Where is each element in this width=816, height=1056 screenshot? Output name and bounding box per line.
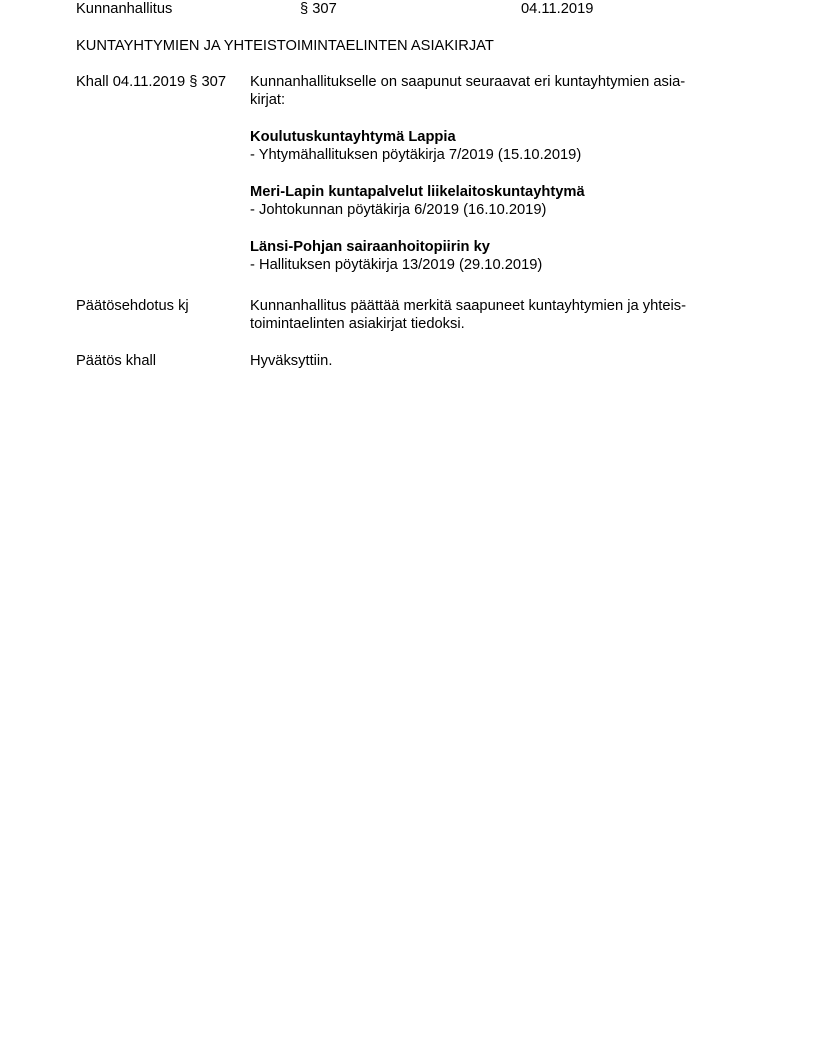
header-date: 04.11.2019 bbox=[521, 1, 594, 17]
organization-name: Meri-Lapin kuntapalvelut liikelaitoskuntayhtymä bbox=[250, 184, 585, 200]
header-board: Kunnanhallitus bbox=[76, 1, 173, 17]
proposal-text-line-2: toimintaelinten asiakirjat tiedoksi. bbox=[250, 316, 465, 332]
document-item: - Johtokunnan pöytäkirja 6/2019 (16.10.2019) bbox=[250, 202, 547, 218]
decision-label: Päätös khall bbox=[76, 353, 157, 369]
intro-text-line-2: kirjat: bbox=[250, 92, 286, 108]
document-entry bbox=[250, 183, 730, 219]
organization-name: Länsi-Pohjan sairaanhoitopiirin ky bbox=[250, 239, 490, 255]
document-entry bbox=[250, 238, 730, 274]
document-title: KUNTAYHTYMIEN JA YHTEISTOIMINTAELINTEN ASIAKIRJAT bbox=[76, 38, 494, 54]
header-section-number: § 307 bbox=[300, 1, 337, 17]
document-item: - Yhtymähallituksen pöytäkirja 7/2019 (15.10.2019) bbox=[250, 147, 582, 163]
document-entry bbox=[250, 128, 730, 164]
organization-name: Koulutuskuntayhtymä Lappia bbox=[250, 129, 456, 145]
proposal-label: Päätösehdotus kj bbox=[76, 298, 189, 314]
document-item: - Hallituksen pöytäkirja 13/2019 (29.10.2019) bbox=[250, 257, 543, 273]
intro-text-line-1: Kunnanhallitukselle on saapunut seuraavat eri kuntayhtymien asia- bbox=[250, 74, 686, 90]
decision-text: Hyväksyttiin. bbox=[250, 353, 333, 369]
intro-label: Khall 04.11.2019 § 307 bbox=[76, 74, 226, 90]
intro-text bbox=[250, 73, 730, 274]
proposal-text-line-1: Kunnanhallitus päättää merkitä saapuneet kuntayhtymien ja yhteis- bbox=[250, 298, 686, 314]
proposal-text bbox=[250, 297, 730, 333]
